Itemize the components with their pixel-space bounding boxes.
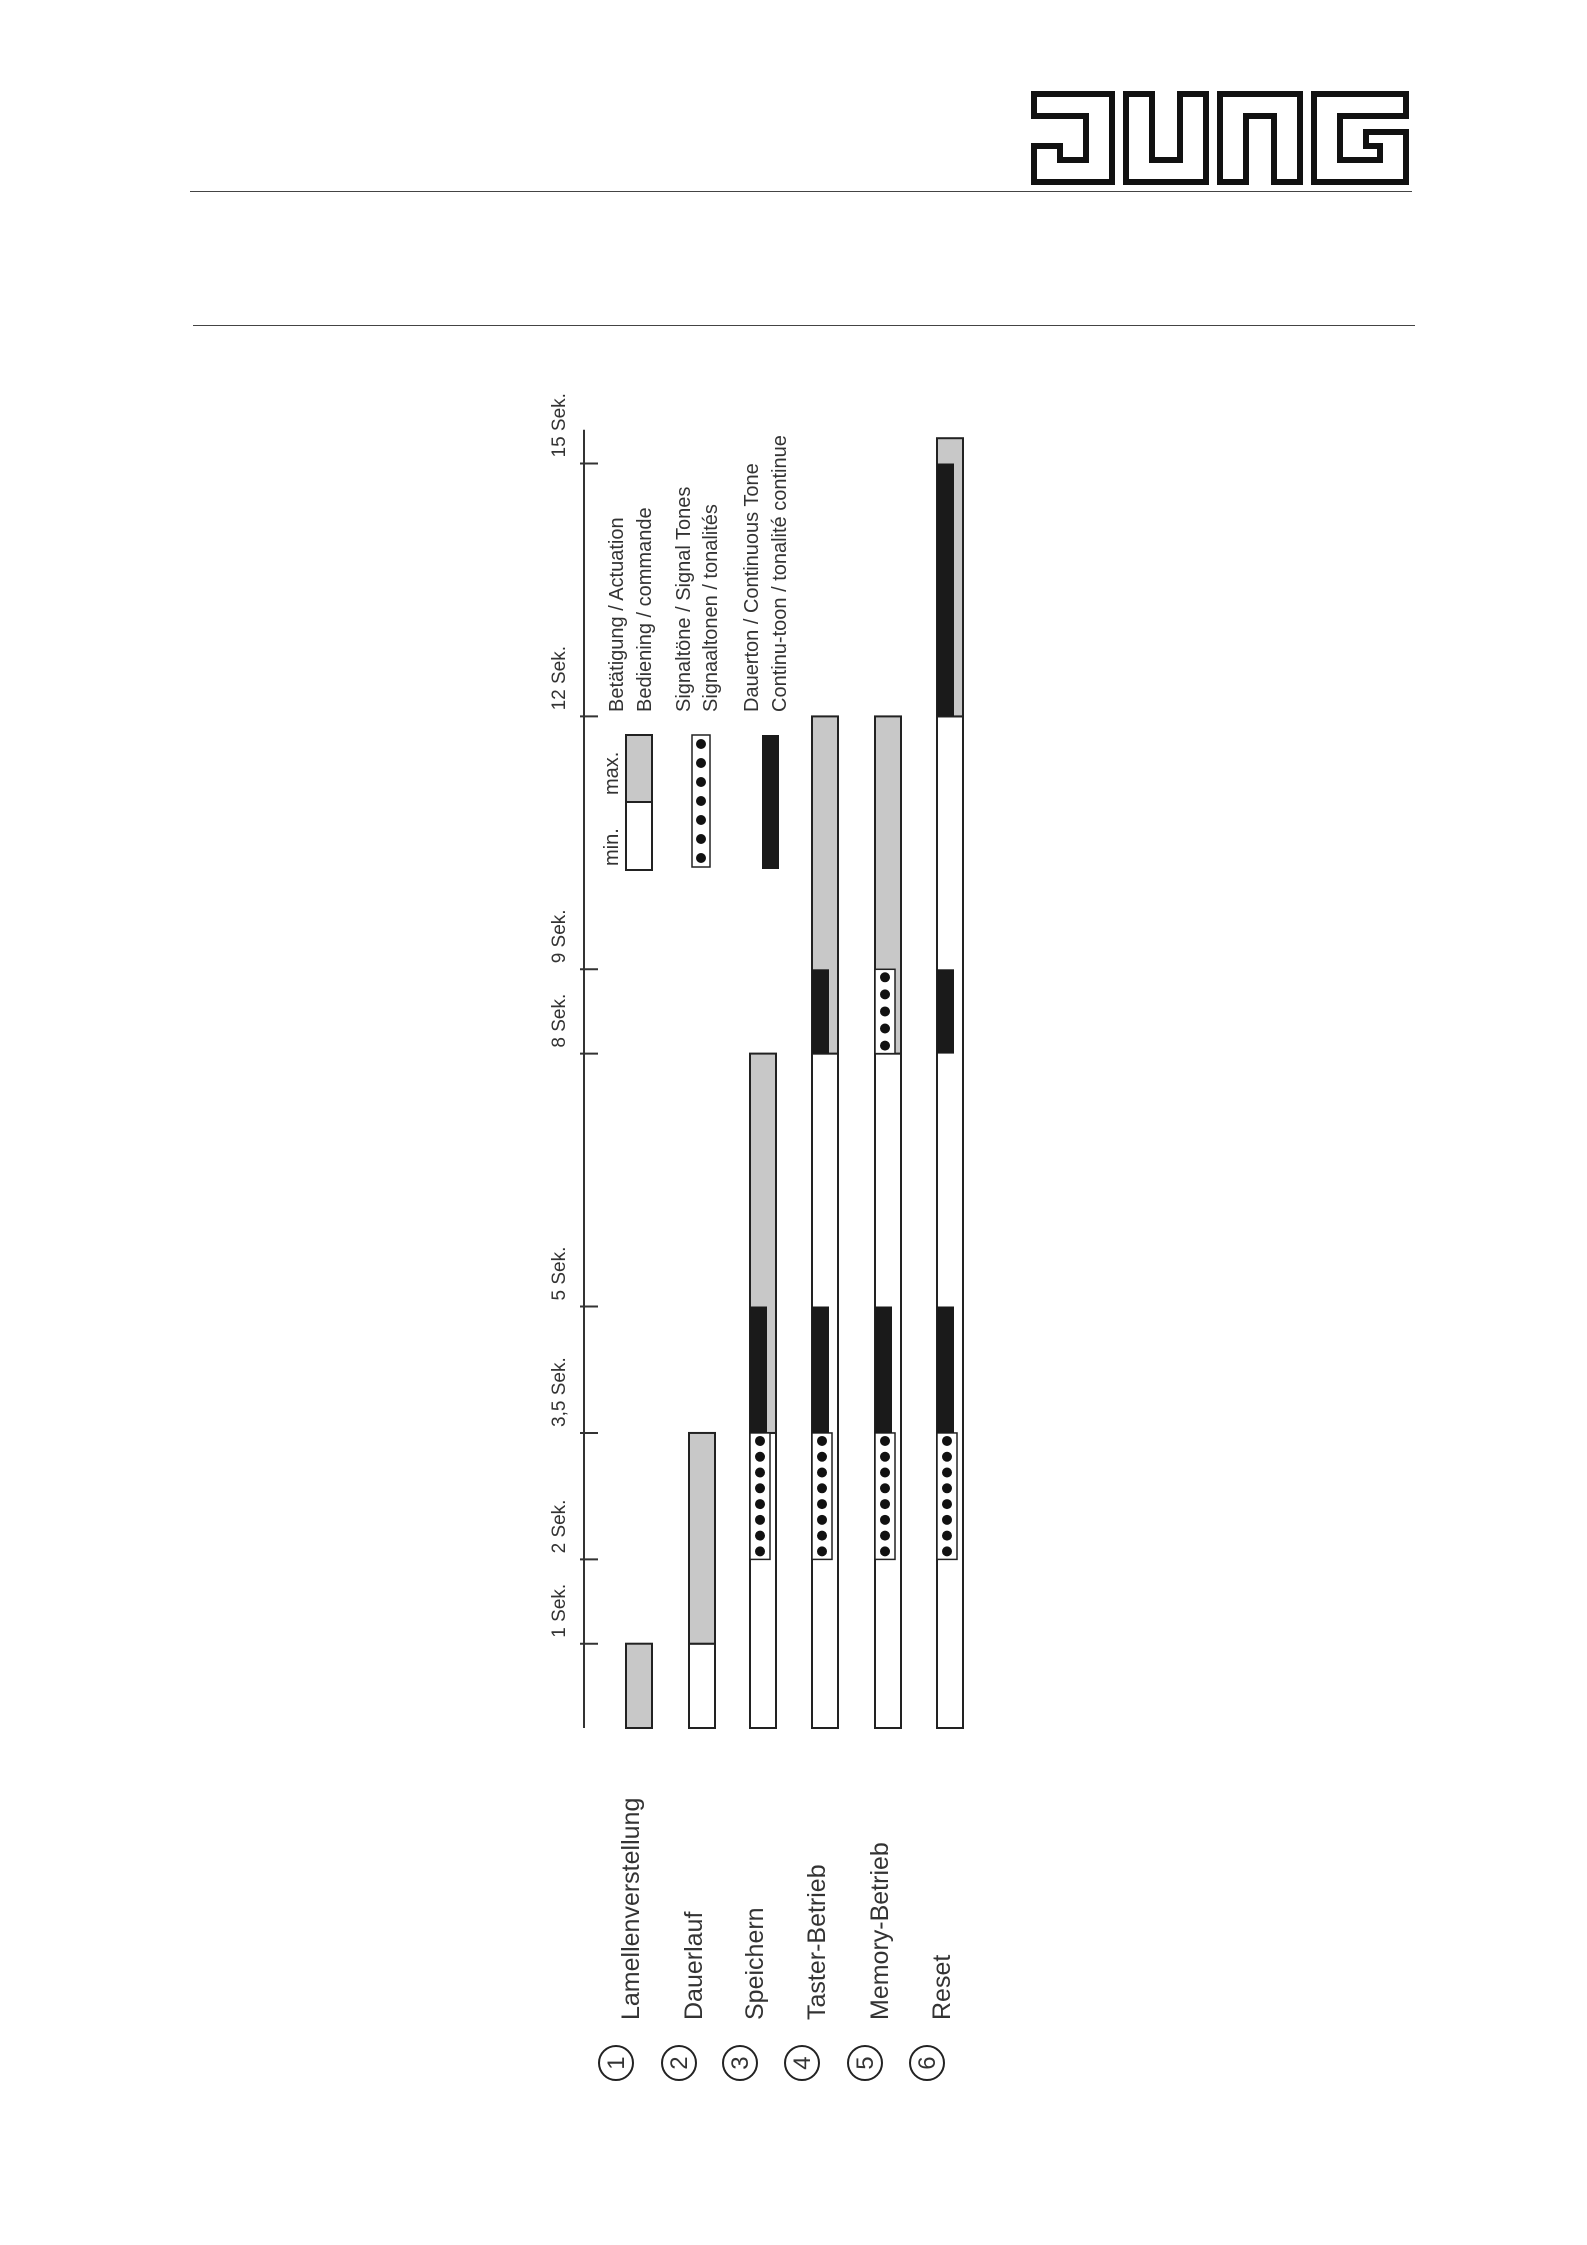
legend-continuous-line1: Dauerton / Continuous Tone: [741, 463, 763, 712]
row-5-signal-dot: [880, 972, 890, 982]
legend-continuous-swatch: [762, 735, 779, 869]
axis-tick-label-6: 12 Sek.: [549, 645, 570, 711]
row-6-signal-dot: [942, 1531, 952, 1541]
axis-tick-label-5: 9 Sek.: [549, 909, 570, 964]
row-6-continuous-tone-2: [937, 464, 954, 717]
legend-actuation-line1: Betätigung / Actuation: [606, 517, 628, 712]
legend-max-label: max.: [601, 751, 623, 795]
row-4-signal-dot: [817, 1515, 827, 1525]
row-4-signal-dot: [817, 1468, 827, 1478]
row-3-signal-dot: [755, 1436, 765, 1446]
row-5-signal-dot: [880, 1468, 890, 1478]
row-5-signal-dot: [880, 1483, 890, 1493]
row-5-signal-dot: [880, 1499, 890, 1509]
row-2-number: 2: [666, 2056, 693, 2070]
row-2-max-bar: [689, 1433, 715, 1644]
row-4-signal-dot: [817, 1499, 827, 1509]
axis-tick-label-4: 8 Sek.: [549, 993, 570, 1048]
row-6-signal-dot: [942, 1468, 952, 1478]
row-3-label: Speichern: [741, 1907, 769, 2020]
legend-min-label: min.: [601, 828, 623, 866]
row-5-signal-dot: [880, 1006, 890, 1016]
row-6-label: Reset: [928, 1954, 956, 2020]
legend-signal-dot: [696, 815, 706, 825]
row-2-label: Dauerlauf: [680, 1911, 708, 2020]
legend-signal-dot: [696, 758, 706, 768]
row-6-number: 6: [914, 2056, 941, 2070]
row-1-max-bar: [626, 1644, 652, 1728]
legend-signal-line2: Signaaltonen / tonalités: [700, 504, 722, 712]
row-5-signal-dot: [880, 1436, 890, 1446]
legend-signal-dot: [696, 853, 706, 863]
row-6-signal-dot: [942, 1483, 952, 1493]
axis-tick-label-1: 2 Sek.: [549, 1499, 570, 1554]
row-5: [848, 716, 901, 2080]
row-1-number: 1: [603, 2056, 630, 2070]
legend-min-swatch: [626, 802, 652, 870]
row-5-signal-dot: [880, 1024, 890, 1034]
row-3-continuous-tone-0: [750, 1307, 767, 1433]
row-2-min-bar: [689, 1644, 715, 1728]
row-3-signal-dot: [755, 1499, 765, 1509]
axis-tick-label-3: 5 Sek.: [549, 1246, 570, 1301]
row-4-signal-dot: [817, 1452, 827, 1462]
axis-tick-label-0: 1 Sek.: [549, 1583, 570, 1638]
row-5-signal-dot: [880, 1041, 890, 1051]
row-4-label: Taster-Betrieb: [803, 1864, 831, 2020]
row-4-continuous-tone-1: [812, 969, 829, 1053]
row-6-signal-dot: [942, 1499, 952, 1509]
legend-max-swatch: [626, 735, 652, 802]
row-5-label: Memory-Betrieb: [866, 1842, 894, 2020]
row-3-signal-dot: [755, 1483, 765, 1493]
row-4: [785, 716, 838, 2080]
row-3-number: 3: [727, 2056, 754, 2070]
row-5-number: 5: [852, 2056, 879, 2070]
legend-signal-line1: Signaltöne / Signal Tones: [673, 486, 695, 712]
row-3-signal-dot: [755, 1546, 765, 1556]
row-3-signal-dot: [755, 1515, 765, 1525]
row-1-label: Lamellenverstellung: [617, 1797, 645, 2020]
row-2: [662, 1433, 715, 2080]
row-6-signal-dot: [942, 1515, 952, 1525]
legend-signal-dot: [696, 834, 706, 844]
legend-actuation-line2: Bediening / commande: [634, 507, 656, 712]
row-4-signal-dot: [817, 1531, 827, 1541]
legend-signal-dot: [696, 777, 706, 787]
row-5-signal-dot: [880, 1515, 890, 1525]
row-5-signal-dot: [880, 989, 890, 999]
row-6-continuous-tone-1: [937, 969, 954, 1053]
row-5-signal-dot: [880, 1546, 890, 1556]
legend-continuous-line2: Continu-toon / tonalité continue: [769, 435, 791, 712]
row-4-signal-dot: [817, 1436, 827, 1446]
axis-tick-label-7: 15 Sek.: [549, 393, 570, 458]
row-6-signal-dot: [942, 1436, 952, 1446]
row-5-signal-dot: [880, 1452, 890, 1462]
row-6: [910, 438, 963, 2080]
axis-tick-label-2: 3,5 Sek.: [549, 1357, 570, 1427]
row-6-signal-dot: [942, 1546, 952, 1556]
row-4-signal-dot: [817, 1546, 827, 1556]
row-4-signal-dot: [817, 1483, 827, 1493]
row-6-min-bar: [937, 716, 963, 1728]
row-4-continuous-tone-0: [812, 1307, 829, 1433]
row-1: [599, 1644, 652, 2080]
row-3-signal-dot: [755, 1531, 765, 1541]
row-3-signal-dot: [755, 1452, 765, 1462]
row-4-number: 4: [789, 2056, 816, 2070]
legend-signal-dot: [696, 796, 706, 806]
row-6-continuous-tone-0: [937, 1307, 954, 1433]
row-6-signal-dot: [942, 1452, 952, 1462]
legend-signal-dot: [696, 739, 706, 749]
row-3-signal-dot: [755, 1468, 765, 1478]
row-5-continuous-tone-0: [875, 1307, 892, 1433]
row-5-signal-dot: [880, 1531, 890, 1541]
row-3: [723, 1054, 776, 2080]
